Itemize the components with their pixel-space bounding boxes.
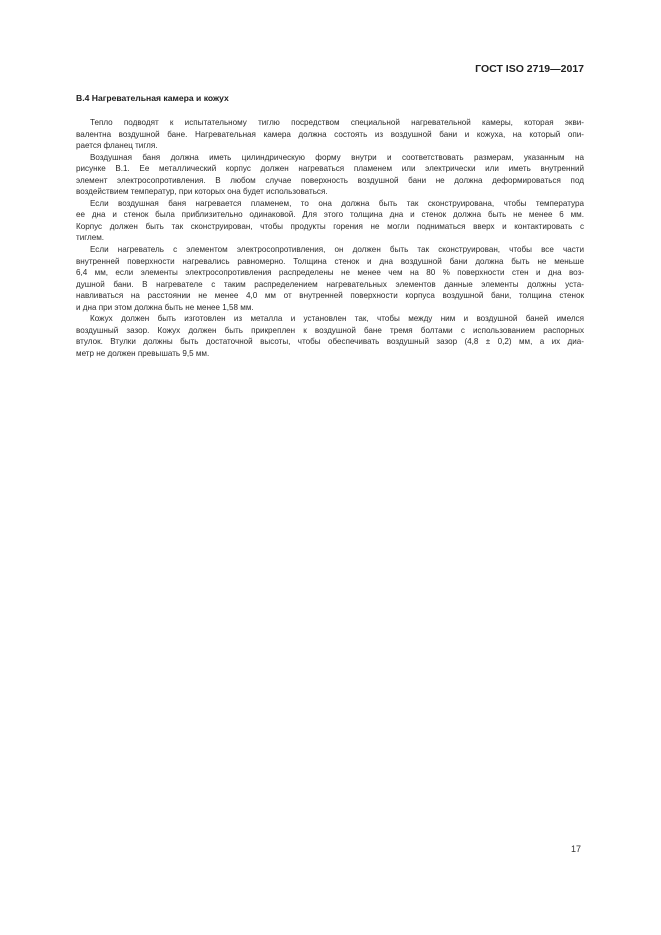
section-title: В.4 Нагревательная камера и кожух xyxy=(76,93,229,103)
text-line: воздействием температур, при которых она будет использоваться. xyxy=(76,187,328,197)
text-line: навливаться на расстоянии не менее 4,0 мм от внутренней поверхности корпуса воздушной бани, толщина стенок xyxy=(76,291,584,301)
paragraph xyxy=(76,198,584,244)
page-number: 17 xyxy=(570,844,581,854)
text-line: воздушный зазор. Кожух должен быть прикреплен к воздушной бане тремя болтами с использованием распорных xyxy=(76,325,584,335)
text-line: втулок. Втулки должны быть достаточной высоты, чтобы обеспечивать воздушный зазор (4,8 ± 0,2) мм, а их диа- xyxy=(76,337,584,347)
text-line: Тепло подводят к испытательному тиглю посредством специальной нагревательной камеры, которая экви- xyxy=(90,118,584,127)
text-line: душной бани. В нагревателе с таким распределением нагревательных элементов данные элементы должны уста- xyxy=(76,279,584,289)
text-line: Воздушная баня должна иметь цилиндрическую форму внутри и соответствовать размерам, указанным на xyxy=(90,152,584,162)
text-line: валентна воздушной бане. Нагревательная камера должна состоять из воздушной бани и кожуха, на который опи- xyxy=(76,129,584,139)
text-line: Корпус должен быть так сконструирован, чтобы продукты горения не могли подниматься вверх и контактировать с xyxy=(76,221,584,231)
text-line: тиглем. xyxy=(76,233,105,243)
text-line: рисунке В.1. Ее металлический корпус должен нагреваться пламенем или электрически или иметь внутренний xyxy=(76,164,584,174)
text-line: рается фланец тигля. xyxy=(76,141,158,151)
paragraph xyxy=(76,117,584,152)
text-line: внутренней поверхности нагревались равномерно. Толщина стенок и дна воздушной бани должна быть не меньше xyxy=(76,256,584,266)
text-line: и дна при этом должна быть не менее 1,58 мм. xyxy=(76,302,254,312)
body-text xyxy=(76,117,584,359)
text-line: метр не должен превышать 9,5 мм. xyxy=(76,348,210,358)
document-header: ГОСТ ISO 2719—2017 xyxy=(475,63,584,75)
text-line: ее дна и стенок была приблизительно одинаковой. Для этого толщина дна и стенок должна быть не менее 6 мм. xyxy=(76,210,584,220)
paragraph xyxy=(76,152,584,198)
text-line: Если нагреватель с элементом электросопротивления, он должен быть так сконструирован, чтобы все части xyxy=(90,245,584,255)
text-line: 6,4 мм, если элементы электросопротивления распределены не менее чем на 80 % поверхности стен и дна воз- xyxy=(76,268,584,278)
text-line: Кожух должен быть изготовлен из металла и установлен так, чтобы между ним и воздушной баней имелся xyxy=(90,314,584,324)
paragraph xyxy=(76,313,584,359)
text-line: Если воздушная баня нагревается пламенем, то она должна быть так сконструирована, чтобы температура xyxy=(90,198,584,208)
text-line: элемент электросопротивления. В любом случае поверхность воздушной бани не должна деформироваться под xyxy=(76,175,584,185)
paragraph xyxy=(76,244,584,313)
